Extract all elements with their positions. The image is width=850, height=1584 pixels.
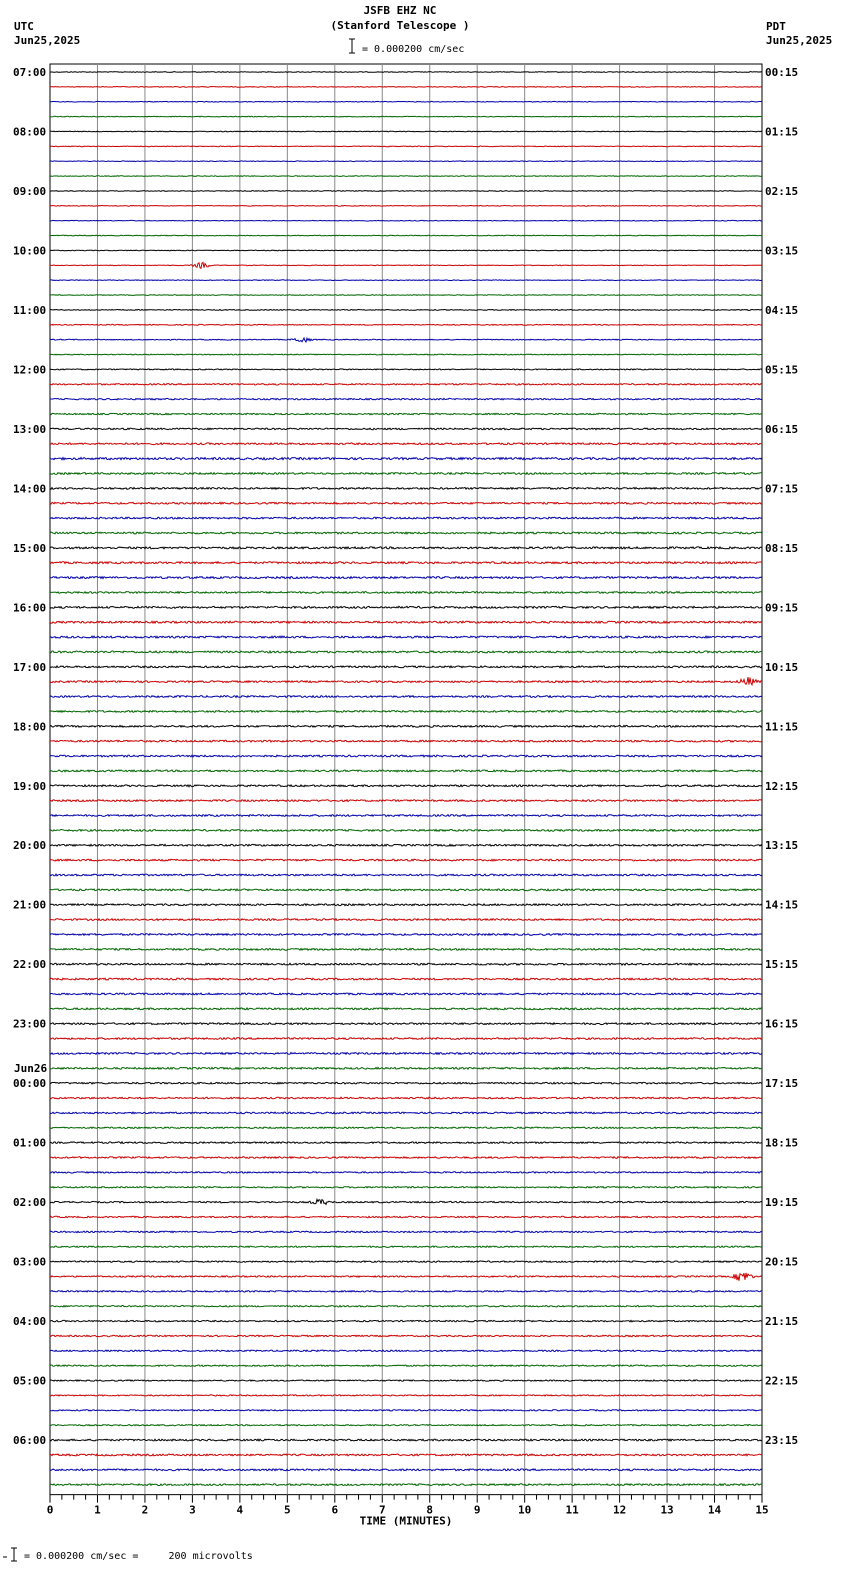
utc-hour-label: 22:00 [13, 958, 47, 972]
trace-row [50, 458, 762, 460]
trace-row [50, 72, 762, 73]
trace-row [50, 1410, 762, 1411]
trace-row [50, 919, 762, 921]
x-tick-label: 10 [518, 1503, 532, 1517]
trace-row [50, 310, 762, 311]
trace-row [50, 116, 762, 117]
pdt-hour-label: 12:15 [765, 779, 799, 793]
trace-row [50, 904, 762, 906]
trace-row [50, 1231, 762, 1233]
trace-row [50, 677, 762, 685]
trace-row [50, 1395, 762, 1396]
pdt-hour-label: 16:15 [765, 1017, 799, 1031]
trace-row [50, 889, 762, 891]
trace-row [50, 1199, 762, 1204]
trace-row [50, 844, 762, 846]
utc-hour-label: 11:00 [13, 303, 47, 317]
trace-row [50, 1320, 762, 1321]
utc-hour-label: 04:00 [13, 1315, 47, 1329]
trace-row [50, 770, 762, 772]
pdt-hour-label: 11:15 [765, 720, 799, 734]
trace-row [50, 1335, 762, 1337]
scale-text: = 0.000200 cm/sec [362, 44, 465, 55]
trace-row [50, 859, 762, 861]
trace-row [50, 740, 762, 742]
utc-hour-label: 13:00 [13, 422, 47, 436]
utc-hour-label: 15:00 [13, 541, 47, 555]
pdt-hour-label: 09:15 [765, 601, 799, 615]
pdt-hour-label: 06:15 [765, 422, 799, 436]
trace-row [50, 1365, 762, 1366]
trace-row [50, 532, 762, 534]
trace-row [50, 280, 762, 281]
trace-row [50, 1216, 762, 1217]
pdt-hour-label: 00:15 [765, 66, 799, 79]
utc-hour-label: 21:00 [13, 898, 47, 912]
left-timezone: UTC [14, 20, 34, 33]
x-tick-label: 8 [426, 1503, 434, 1517]
right-date: Jun25,2025 [766, 34, 833, 47]
trace-row [50, 963, 762, 965]
utc-hour-label: 06:00 [13, 1434, 47, 1448]
pdt-hour-label: 10:15 [765, 660, 799, 674]
trace-row [50, 621, 762, 623]
trace-row [50, 547, 762, 549]
utc-hour-label: 09:00 [13, 184, 47, 198]
trace-row [50, 443, 762, 445]
utc-hour-label: 19:00 [13, 779, 47, 793]
x-tick-label: 11 [565, 1503, 579, 1517]
pdt-hour-label: 21:15 [765, 1315, 799, 1329]
trace-row [50, 711, 762, 713]
trace-row [50, 1157, 762, 1159]
pdt-hour-label: 13:15 [765, 839, 799, 853]
trace-row [50, 87, 762, 88]
pdt-hour-label: 18:15 [765, 1136, 799, 1150]
trace-row [50, 473, 762, 475]
utc-hour-label: 10:00 [13, 244, 47, 258]
station-title: JSFB EHZ NC [363, 4, 437, 17]
x-tick-label: 12 [612, 1503, 627, 1517]
trace-row [50, 1261, 762, 1262]
trace-row [50, 1306, 762, 1307]
trace-row [50, 413, 762, 414]
trace-row [50, 1291, 762, 1293]
x-tick-label: 7 [378, 1503, 386, 1517]
trace-row [50, 948, 762, 950]
utc-hour-label: 08:00 [13, 125, 47, 139]
trace-row [50, 338, 762, 342]
pdt-hour-label: 14:15 [765, 898, 799, 912]
trace-row [50, 636, 762, 638]
trace-row [50, 785, 762, 787]
pdt-hour-label: 15:15 [765, 958, 799, 972]
trace-row [50, 1484, 762, 1486]
trace-row [50, 1187, 762, 1189]
trace-row [50, 934, 762, 936]
pdt-hour-label: 19:15 [765, 1196, 799, 1210]
left-date: Jun25,2025 [14, 34, 81, 47]
x-tick-label: 1 [94, 1503, 101, 1517]
x-tick-label: 2 [141, 1503, 149, 1517]
trace-row [50, 1380, 762, 1381]
date-change-label: Jun26 [14, 1062, 48, 1075]
x-axis-label: TIME (MINUTES) [359, 1514, 453, 1528]
trace-row [50, 1023, 762, 1025]
trace-row [50, 250, 762, 251]
trace-row [50, 101, 762, 102]
trace-row [50, 1053, 762, 1055]
trace-row [50, 1469, 762, 1471]
pdt-hour-label: 05:15 [765, 363, 799, 377]
utc-hour-label: 01:00 [13, 1136, 47, 1150]
trace-row [50, 262, 762, 268]
trace-row [50, 488, 762, 490]
utc-hour-label: 02:00 [13, 1196, 47, 1210]
trace-row [50, 800, 762, 802]
trace-row [50, 1172, 762, 1173]
trace-row [50, 1127, 762, 1128]
trace-row [50, 696, 762, 698]
trace-row [50, 1425, 762, 1426]
utc-hour-label: 07:00 [13, 66, 47, 79]
utc-hour-label: 16:00 [13, 601, 47, 615]
x-tick-label: 5 [284, 1503, 291, 1517]
pdt-hour-label: 08:15 [765, 541, 799, 555]
trace-row [50, 1112, 762, 1114]
trace-row [50, 161, 762, 162]
pdt-hour-label: 02:15 [765, 184, 799, 198]
trace-row [50, 191, 762, 192]
trace-row [50, 651, 762, 653]
trace-row [50, 830, 762, 832]
trace-row [50, 502, 762, 504]
trace-row [50, 131, 762, 132]
x-tick-label: 15 [755, 1503, 769, 1517]
trace-row [50, 1273, 762, 1281]
trace-row [50, 666, 762, 668]
pdt-hour-label: 22:15 [765, 1374, 799, 1388]
trace-row [50, 1439, 762, 1441]
x-tick-label: 13 [660, 1503, 674, 1517]
trace-row [50, 874, 762, 876]
pdt-hour-label: 23:15 [765, 1434, 799, 1448]
utc-hour-label: 20:00 [13, 839, 47, 853]
trace-row [50, 562, 762, 564]
pdt-hour-label: 20:15 [765, 1255, 799, 1269]
trace-row [50, 1246, 762, 1247]
utc-hour-label: 12:00 [13, 363, 47, 377]
trace-row [50, 295, 762, 296]
telescope-subtitle: (Stanford Telescope ) [330, 19, 470, 32]
trace-row [50, 146, 762, 147]
x-tick-label: 14 [707, 1503, 722, 1517]
pdt-hour-label: 07:15 [765, 482, 799, 496]
trace-row [50, 978, 762, 980]
trace-row [50, 606, 762, 608]
utc-hour-label: 18:00 [13, 720, 47, 734]
footer-scale-icon [0, 1546, 22, 1564]
trace-row [50, 755, 762, 757]
utc-hour-label: 23:00 [13, 1017, 47, 1031]
plot-frame [50, 64, 762, 1495]
trace-row [50, 1008, 762, 1010]
trace-row [50, 993, 762, 995]
pdt-hour-label: 03:15 [765, 244, 799, 258]
trace-row [50, 176, 762, 177]
x-tick-label: 0 [46, 1503, 54, 1517]
trace-row [50, 1038, 762, 1040]
trace-row [50, 1454, 762, 1456]
trace-row [50, 384, 762, 385]
trace-row [50, 206, 762, 207]
utc-hour-label: 17:00 [13, 660, 47, 674]
x-tick-label: 9 [473, 1503, 481, 1517]
utc-hour-label: 14:00 [13, 482, 47, 496]
trace-row [50, 220, 762, 221]
x-tick-label: 4 [236, 1503, 244, 1517]
trace-row [50, 577, 762, 579]
trace-row [50, 1097, 762, 1099]
trace-row [50, 1067, 762, 1069]
trace-row [50, 354, 762, 355]
trace-row [50, 592, 762, 594]
utc-hour-label: 03:00 [13, 1255, 47, 1269]
right-timezone: PDT [766, 20, 786, 33]
trace-row [50, 1142, 762, 1144]
trace-row [50, 517, 762, 519]
footer-scale-text: = 0.000200 cm/sec = 200 microvolts [24, 1551, 253, 1562]
pdt-hour-label: 17:15 [765, 1077, 799, 1091]
utc-hour-label: 00:00 [13, 1077, 47, 1091]
trace-row [50, 428, 762, 430]
trace-row [50, 324, 762, 325]
trace-row [50, 398, 762, 400]
x-tick-label: 6 [331, 1503, 339, 1517]
trace-row [50, 815, 762, 817]
trace-row [50, 725, 762, 727]
trace-row [50, 1082, 762, 1084]
trace-row [50, 1350, 762, 1351]
x-tick-label: 3 [189, 1503, 196, 1517]
trace-row [50, 369, 762, 370]
pdt-hour-label: 01:15 [765, 125, 799, 139]
pdt-hour-label: 04:15 [765, 303, 799, 317]
utc-hour-label: 05:00 [13, 1374, 47, 1388]
trace-row [50, 235, 762, 236]
